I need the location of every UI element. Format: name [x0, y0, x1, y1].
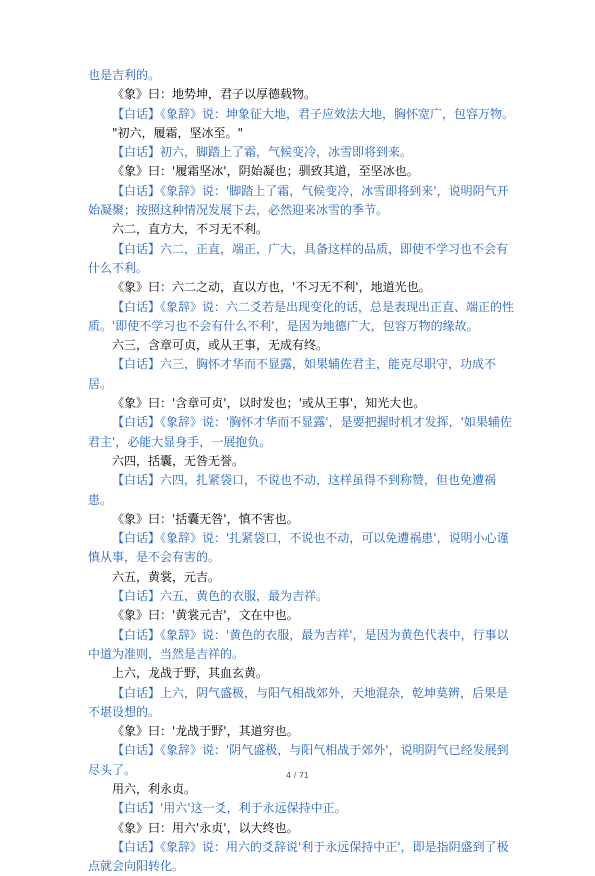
- page-number: 4 / 71: [285, 771, 310, 780]
- classical-text-paragraph: 《象》曰：'含章可贞'，以时发也；'或从王事'，知光大也。: [112, 396, 426, 411]
- translation-paragraph: 【白话】六三，胸怀才华而不显露，如果辅佐君主，能克尽职守，功成不居。: [88, 357, 497, 391]
- translation-paragraph: 【白话】《象辞》说：'阴气盛极，与阳气相战于郊外'，说明阴气已经发展到尽头了。: [88, 743, 509, 777]
- translation-paragraph: 【白话】六五，黄色的衣服，最为吉祥。: [112, 589, 329, 604]
- translation-paragraph: 【白话】《象辞》说：'胸怀才华而不显露'，是要把握时机才发挥，'如果辅佐君主'，必能大显身手，一展抱负。: [88, 415, 512, 449]
- translation-paragraph: 【白话】初六，脚踏上了霜，气候变冷，冰雪即将到来。: [112, 145, 413, 160]
- classical-text-paragraph: 《象》曰：用六'永贞'，以大终也。: [112, 820, 299, 835]
- classical-text-paragraph: 六三，含章可贞，或从王事，无成有终。: [112, 338, 329, 353]
- translation-paragraph: 【白话】'用六'这一爻，利于永远保持中正。: [112, 801, 347, 816]
- translation-paragraph: 【白话】《象辞》说：六二爻若是出现变化的话，总是表现出正直、端正的性质。'即使不学习也不会有什么不利'，是因为地德广大，包容万物的缘故。: [88, 299, 515, 333]
- translation-paragraph: 【白话】《象辞》说：'脚踏上了霜，气候变冷，冰雪即将到来'，说明阴气开始凝聚；按照这种情况发展下去，必然迎来冰雪的季节。: [88, 183, 509, 218]
- translation-paragraph: 也是吉利的。: [88, 68, 161, 82]
- translation-paragraph: 【白话】《象辞》说：'扎紧袋口，不说也不动，可以免遭祸患'，说明小心谨慎从事，是不会有害的。: [88, 531, 509, 565]
- translation-paragraph: 【白话】六四，扎紧袋口，不说也不动，这样虽得不到称赞，但也免遭祸患。: [88, 473, 497, 507]
- classical-text-paragraph: 《象》曰：'龙战于野'，其道穷也。: [112, 724, 299, 739]
- classical-text-paragraph: 六四，括囊，无咎无誉。: [112, 453, 245, 468]
- classical-text-paragraph: 《象》曰：'履霜坚冰'，阴始凝也；驯致其道，至坚冰也。: [112, 164, 419, 179]
- translation-paragraph: 【白话】上六，阴气盛极，与阳气相战郊外，天地混杂，乾坤莫辨，后果是不堪设想的。: [88, 685, 509, 719]
- classical-text-paragraph: 《象》曰：'黄裳元吉'，文在中也。: [112, 608, 299, 623]
- translation-paragraph: 【白话】《象辞》说：坤象征大地，君子应效法大地，胸怀宽广，包容万物。: [112, 106, 515, 121]
- classical-text-paragraph: 《象》曰：六二之动，直以方也，'不习无不利'，地道光也。: [112, 280, 431, 295]
- page-content: [88, 66, 518, 876]
- translation-paragraph: 【白话】《象辞》说：'黄色的衣服，最为吉祥'，是因为黄色代表中，行事以中道为准则，当然是吉祥的。: [88, 627, 509, 661]
- classical-text-paragraph: 《象》曰：'括囊无咎'，慎不害也。: [112, 511, 299, 526]
- translation-paragraph: 【白话】六二，正直，端正，广大，具备这样的品质，即使不学习也不会有什么不利。: [88, 241, 509, 275]
- classical-text-paragraph: 上六，龙战于野，其血玄黄。: [112, 666, 269, 681]
- classical-text-paragraph: 六二，直方大，不习无不利。: [112, 222, 269, 237]
- classical-text-paragraph: "初六，履霜，坚冰至。": [112, 125, 244, 140]
- classical-text-paragraph: 《象》曰：地势坤，君子以厚德载物。: [112, 87, 317, 102]
- translation-paragraph: 【白话】《象辞》说：用六的爻辞说'利于永远保持中正'，即是指阴盛到了极点就会向阳转化。: [88, 839, 509, 874]
- classical-text-paragraph: 用六，利永贞。: [112, 781, 197, 796]
- classical-text-paragraph: 六五，黄裳，元吉。: [112, 569, 221, 584]
